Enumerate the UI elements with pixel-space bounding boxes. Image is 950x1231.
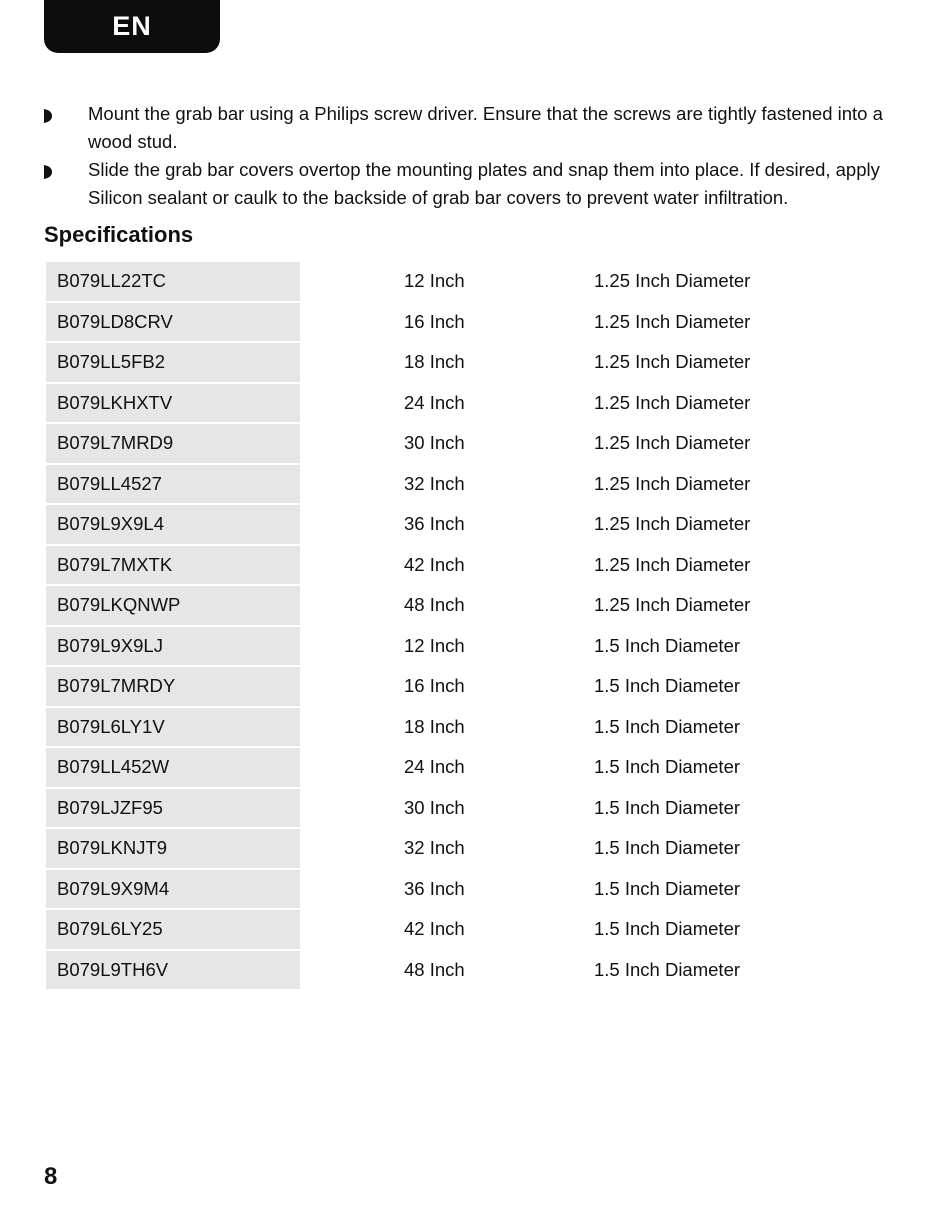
diameter-cell: 1.5 Inch Diameter [594, 837, 741, 859]
model-cell: B079LL5FB2 [46, 343, 300, 382]
model-cell: B079LJZF95 [46, 789, 300, 828]
table-row [46, 384, 906, 423]
table-row [46, 465, 906, 504]
length-cell: 36 Inch [404, 877, 465, 899]
model-cell: B079L6LY1V [46, 708, 300, 747]
diameter-cell: 1.25 Inch Diameter [594, 553, 751, 575]
table-row [46, 505, 906, 544]
instruction-text: Slide the grab bar covers overtop the mounting plates and snap them into place. If desired, apply Silicon sealant or caulk to the backside of grab bar covers to prevent water infiltration. [88, 159, 880, 208]
table-row [46, 546, 906, 585]
length-cell: 48 Inch [404, 594, 465, 616]
language-tab [44, 0, 220, 53]
length-cell: 42 Inch [404, 553, 465, 575]
model-cell: B079L9X9L4 [46, 505, 300, 544]
length-cell: 42 Inch [404, 918, 465, 940]
model-cell: B079LKHXTV [46, 384, 300, 423]
diameter-cell: 1.25 Inch Diameter [594, 432, 751, 454]
length-cell: 18 Inch [404, 351, 465, 373]
diameter-cell: 1.25 Inch Diameter [594, 391, 751, 413]
table-row [46, 303, 906, 342]
length-cell: 32 Inch [404, 837, 465, 859]
table-row [46, 627, 906, 666]
model-cell: B079LL22TC [46, 262, 300, 301]
page-number: 8 [44, 1163, 58, 1190]
length-cell: 12 Inch [404, 270, 465, 292]
table-row [46, 708, 906, 747]
model-cell: B079LKQNWP [46, 586, 300, 625]
model-cell: B079L9TH6V [46, 951, 300, 990]
length-cell: 36 Inch [404, 513, 465, 535]
diameter-cell: 1.25 Inch Diameter [594, 594, 751, 616]
diameter-cell: 1.5 Inch Diameter [594, 756, 741, 778]
model-cell: B079LL4527 [46, 465, 300, 504]
table-row [46, 951, 906, 990]
table-row [46, 870, 906, 909]
diameter-cell: 1.5 Inch Diameter [594, 918, 741, 940]
bullet-icon [44, 156, 88, 179]
model-cell: B079L7MXTK [46, 546, 300, 585]
model-cell: B079L6LY25 [46, 910, 300, 949]
diameter-cell: 1.25 Inch Diameter [594, 270, 751, 292]
length-cell: 30 Inch [404, 432, 465, 454]
length-cell: 32 Inch [404, 472, 465, 494]
instruction-list [44, 100, 884, 212]
table-row [46, 343, 906, 382]
table-row [46, 748, 906, 787]
length-cell: 18 Inch [404, 715, 465, 737]
diameter-cell: 1.5 Inch Diameter [594, 715, 741, 737]
diameter-cell: 1.25 Inch Diameter [594, 351, 751, 373]
specifications-table [46, 262, 906, 991]
length-cell: 24 Inch [404, 391, 465, 413]
table-row [46, 829, 906, 868]
table-row [46, 910, 906, 949]
diameter-cell: 1.5 Inch Diameter [594, 877, 741, 899]
specifications-heading: Specifications [44, 222, 194, 247]
diameter-cell: 1.5 Inch Diameter [594, 796, 741, 818]
model-cell: B079LL452W [46, 748, 300, 787]
length-cell: 30 Inch [404, 796, 465, 818]
length-cell: 48 Inch [404, 958, 465, 980]
diameter-cell: 1.25 Inch Diameter [594, 310, 751, 332]
diameter-cell: 1.25 Inch Diameter [594, 513, 751, 535]
diameter-cell: 1.5 Inch Diameter [594, 634, 741, 656]
model-cell: B079L7MRDY [46, 667, 300, 706]
table-row [46, 424, 906, 463]
model-cell: B079L9X9M4 [46, 870, 300, 909]
model-cell: B079L7MRD9 [46, 424, 300, 463]
instruction-item [44, 156, 884, 212]
length-cell: 24 Inch [404, 756, 465, 778]
diameter-cell: 1.25 Inch Diameter [594, 472, 751, 494]
diameter-cell: 1.5 Inch Diameter [594, 958, 741, 980]
table-row [46, 667, 906, 706]
diameter-cell: 1.5 Inch Diameter [594, 675, 741, 697]
model-cell: B079LKNJT9 [46, 829, 300, 868]
length-cell: 16 Inch [404, 310, 465, 332]
instruction-item [44, 100, 884, 156]
bullet-icon [44, 100, 88, 123]
length-cell: 16 Inch [404, 675, 465, 697]
model-cell: B079LD8CRV [46, 303, 300, 342]
length-cell: 12 Inch [404, 634, 465, 656]
model-cell: B079L9X9LJ [46, 627, 300, 666]
language-tab-label: EN [112, 11, 152, 41]
table-row [46, 262, 906, 301]
table-row [46, 789, 906, 828]
instruction-text: Mount the grab bar using a Philips screw driver. Ensure that the screws are tightly fastened into a wood stud. [88, 103, 883, 152]
table-row [46, 586, 906, 625]
